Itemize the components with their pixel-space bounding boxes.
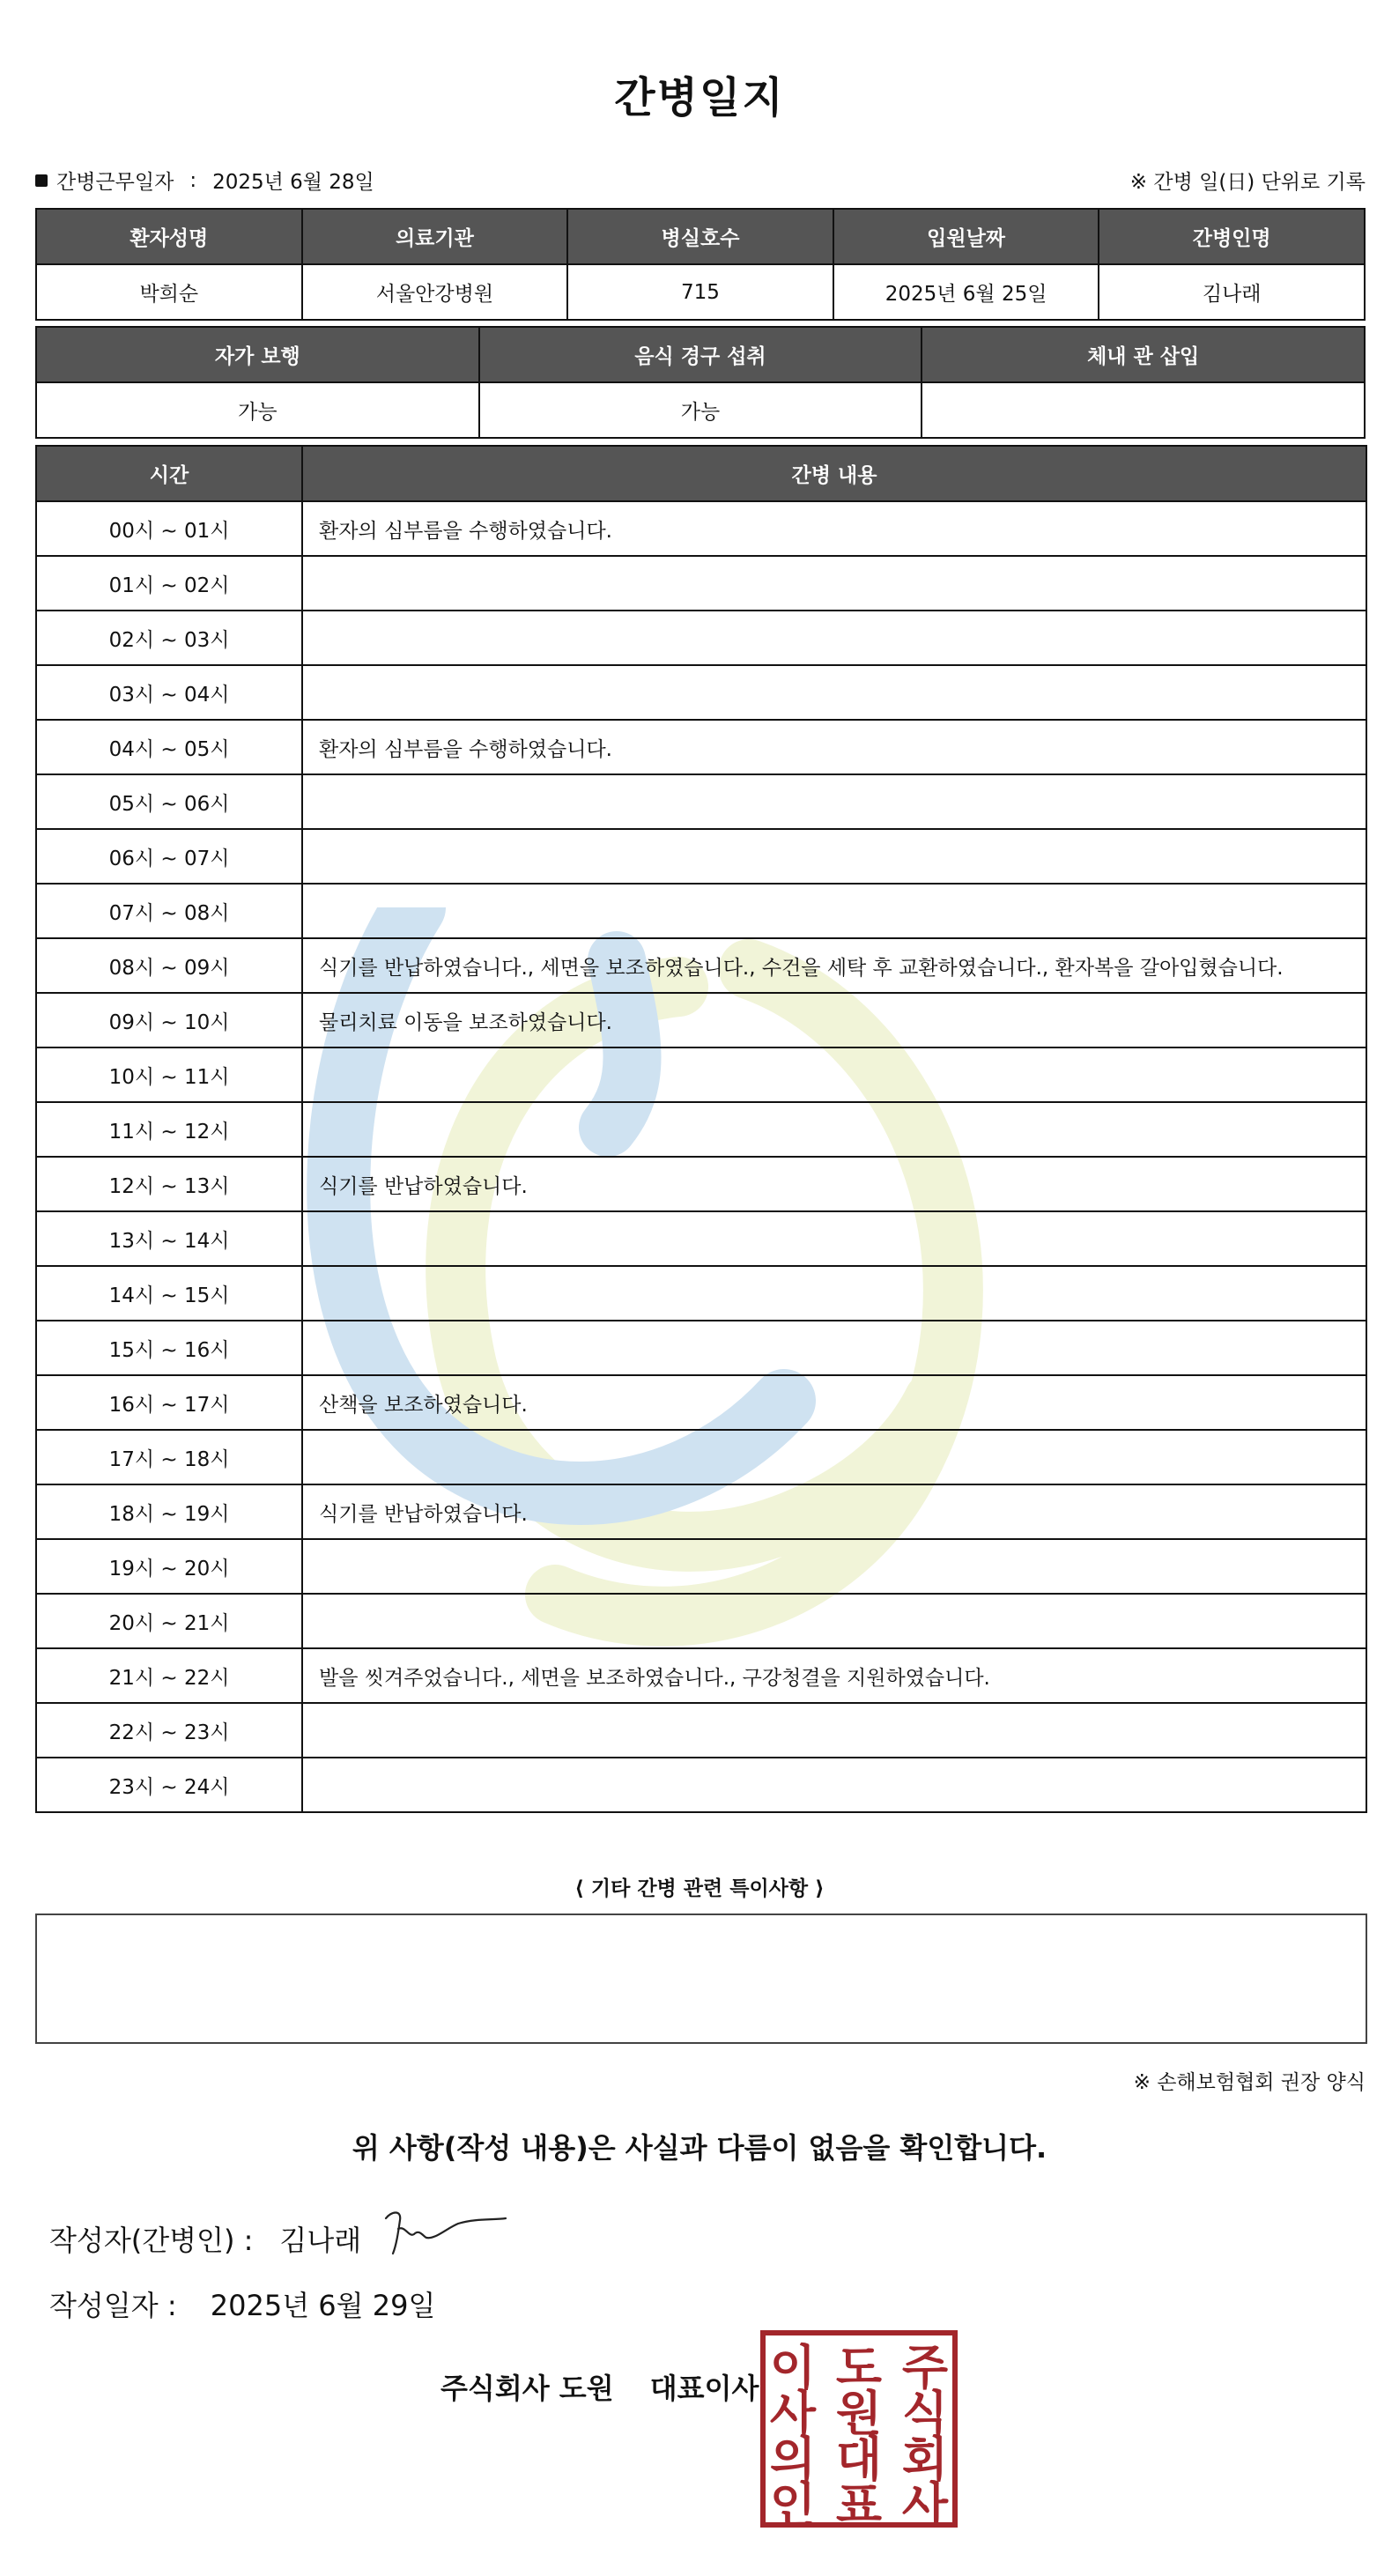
care-log-row [36,665,1366,720]
care-content [302,884,1366,938]
room-number: 715 [567,264,833,320]
time-slot: 04시 ~ 05시 [36,720,302,774]
care-log-row [36,774,1366,829]
patient-header-row [36,209,1365,264]
admission-date: 2025년 6월 25일 [833,264,1099,320]
bullet-square-icon [35,174,48,187]
date-value: 2025년 6월 29일 [210,2289,436,2322]
care-content [302,774,1366,829]
recommend-note: ※ 손해보험협회 권장 양식 [1133,2071,1366,2094]
writer-name: 김나래 [279,2224,362,2257]
company-line [440,2366,759,2407]
time-slot: 22시 ~ 23시 [36,1703,302,1758]
seal-glyph: 사 [769,2386,817,2441]
time-slot: 19시 ~ 20시 [36,1539,302,1594]
status-header-row [36,327,1365,382]
work-date-colon: : [189,168,197,192]
care-log-row [36,1484,1366,1539]
time-slot: 03시 ~ 04시 [36,665,302,720]
time-slot: 11시 ~ 12시 [36,1102,302,1157]
company-name: 주식회사 도원 [440,2372,614,2405]
work-date-value: 2025년 6월 28일 [212,171,374,194]
writer-label: 작성자(간병인) : [49,2224,254,2257]
time-slot: 05시 ~ 06시 [36,774,302,829]
time-slot: 21시 ~ 22시 [36,1648,302,1703]
time-slot: 18시 ~ 19시 [36,1484,302,1539]
care-log-row [36,611,1366,665]
care-log-row [36,1102,1366,1157]
care-content: 식기를 반납하였습니다., 세면을 보조하였습니다., 수건을 세탁 후 교환하였습니다., 환자복을 갈아입혔습니다. [302,938,1366,993]
work-date [35,166,374,195]
care-log-header-row [36,446,1366,501]
care-content [302,1266,1366,1321]
care-log-rows [36,501,1366,1812]
time-slot: 15시 ~ 16시 [36,1321,302,1375]
tube-insertion-value [922,382,1365,438]
care-content [302,1703,1366,1758]
care-log-row [36,1430,1366,1484]
written-date-line [49,2284,435,2324]
header-tube-insertion: 체내 관 삽입 [922,327,1365,382]
care-content [302,556,1366,611]
care-content [302,611,1366,665]
care-content [302,829,1366,884]
header-care-content: 간병 내용 [302,446,1366,501]
time-slot: 14시 ~ 15시 [36,1266,302,1321]
care-content [302,665,1366,720]
care-log-row [36,1758,1366,1812]
time-slot: 12시 ~ 13시 [36,1157,302,1211]
care-log-row [36,556,1366,611]
care-content: 물리치료 이동을 보조하였습니다. [302,993,1366,1047]
care-content [302,1758,1366,1812]
company-seal [759,2329,959,2528]
confirm-statement: 위 사항(작성 내용)은 사실과 다름이 없음을 확인합니다. [352,2131,1047,2165]
time-slot: 13시 ~ 14시 [36,1211,302,1266]
seal-glyph: 사 [901,2477,949,2528]
care-log-row [36,501,1366,556]
patient-name: 박희순 [36,264,302,320]
header-room: 병실호수 [567,209,833,264]
care-log-row [36,884,1366,938]
caregiver-name: 김나래 [1099,264,1365,320]
care-log-row [36,1375,1366,1430]
seal-glyph: 인 [769,2477,817,2528]
writer-line [49,2218,361,2259]
care-content: 식기를 반납하였습니다. [302,1157,1366,1211]
care-log-row [36,1594,1366,1648]
seal-glyph: 대 [835,2432,883,2487]
care-log-table [35,445,1367,1813]
seal-glyph: 표 [835,2477,883,2528]
self-walking-value: 가능 [36,382,479,438]
seal-glyph: 도 [835,2340,883,2395]
patient-status-table [35,326,1366,439]
care-log-row [36,1211,1366,1266]
care-content [302,1539,1366,1594]
time-slot: 01시 ~ 02시 [36,556,302,611]
care-content: 산책을 보조하였습니다. [302,1375,1366,1430]
care-content [302,1211,1366,1266]
care-content [302,1321,1366,1375]
care-log-row [36,829,1366,884]
header-patient-name: 환자성명 [36,209,302,264]
header-time: 시간 [36,446,302,501]
care-content [302,1047,1366,1102]
time-slot: 08시 ~ 09시 [36,938,302,993]
seal-glyph: 회 [901,2432,949,2487]
time-slot: 17시 ~ 18시 [36,1430,302,1484]
header-self-walking: 자가 보행 [36,327,479,382]
care-log-row [36,1703,1366,1758]
date-label: 작성일자 : [49,2289,177,2322]
care-log-row [36,1321,1366,1375]
time-slot: 00시 ~ 01시 [36,501,302,556]
header-oral-intake: 음식 경구 섭취 [479,327,922,382]
care-log-row [36,1047,1366,1102]
header-caregiver: 간병인명 [1099,209,1365,264]
seal-glyph: 의 [769,2432,817,2487]
remarks-title: ⟨ 기타 간병 관련 특이사항 ⟩ [574,1877,825,1900]
seal-glyph: 주 [901,2340,949,2395]
care-log-row [36,1539,1366,1594]
time-slot: 09시 ~ 10시 [36,993,302,1047]
seal-glyph: 식 [901,2386,949,2441]
hospital-name: 서울안강병원 [302,264,568,320]
care-content [302,1102,1366,1157]
care-log-row [36,938,1366,993]
care-content: 환자의 심부름을 수행하였습니다. [302,501,1366,556]
seal-glyph: 이 [769,2340,817,2395]
seal-glyph: 원 [835,2386,883,2441]
time-slot: 06시 ~ 07시 [36,829,302,884]
status-value-row [36,382,1365,438]
patient-info-table [35,208,1366,321]
time-slot: 16시 ~ 17시 [36,1375,302,1430]
header-hospital: 의료기관 [302,209,568,264]
time-slot: 10시 ~ 11시 [36,1047,302,1102]
care-content: 식기를 반납하였습니다. [302,1484,1366,1539]
unit-note: ※ 간병 일(日) 단위로 기록 [1129,171,1366,194]
care-log-row [36,1266,1366,1321]
remarks-box [35,1913,1367,2044]
signature-image [379,2202,511,2264]
time-slot: 07시 ~ 08시 [36,884,302,938]
ceo-title: 대표이사 [649,2372,759,2405]
care-log-row [36,1157,1366,1211]
care-content [302,1430,1366,1484]
time-slot: 02시 ~ 03시 [36,611,302,665]
oral-intake-value: 가능 [479,382,922,438]
care-content: 환자의 심부름을 수행하였습니다. [302,720,1366,774]
care-log-row [36,720,1366,774]
care-log-row [36,1648,1366,1703]
header-admission-date: 입원날짜 [833,209,1099,264]
care-content: 발을 씻겨주었습니다., 세면을 보조하였습니다., 구강청결을 지원하였습니다. [302,1648,1366,1703]
care-log-row [36,993,1366,1047]
patient-value-row [36,264,1365,320]
care-content [302,1594,1366,1648]
meta-row [35,166,1366,197]
time-slot: 20시 ~ 21시 [36,1594,302,1648]
document-title: 간병일지 [614,73,785,122]
work-date-label: 간병근무일자 [56,171,174,194]
time-slot: 23시 ~ 24시 [36,1758,302,1812]
